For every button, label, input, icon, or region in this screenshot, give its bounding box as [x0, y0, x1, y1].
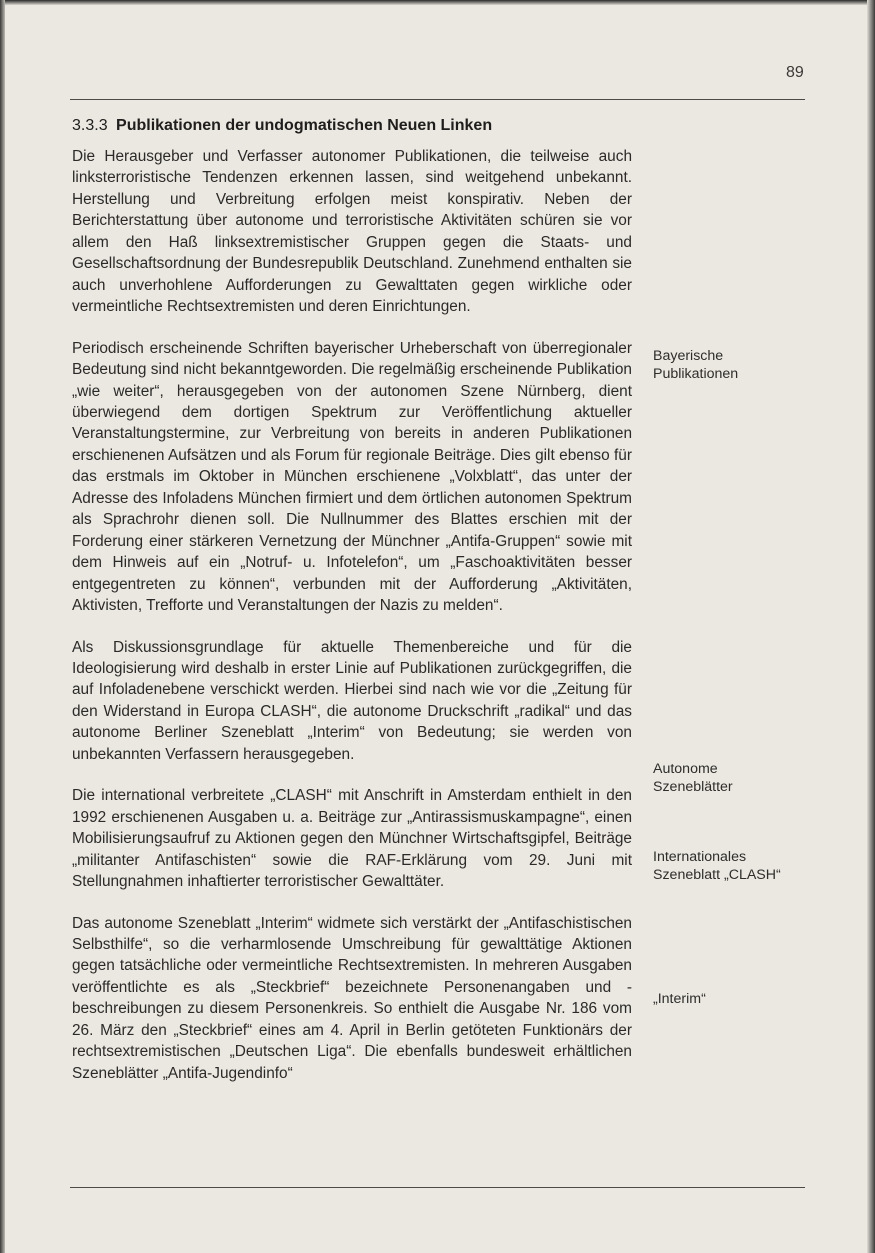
paragraph-3: Als Diskussionsgrundlage für aktuelle Themenbereiche und für die Ideologisierung wird deshalb in erster Linie auf Publikationen zurückgegriffen, die auf Infoladenebene verschickt werden. Hierbei sind nach wie vor die „Zeitung für den Widerstand in Europa CLASH“, die autonome Druckschrift „radikal“ und das autonome Berliner Szeneblatt „Interim“ von Bedeutung; sie werden von unbekannten Verfassern herausgegeben. — [72, 638, 632, 763]
page-right-edge — [867, 0, 875, 1253]
main-text-column — [72, 146, 632, 1084]
section-title: Publikationen der undogmatischen Neuen Linken — [116, 117, 493, 134]
header-rule — [70, 99, 805, 100]
paragraph-2: Periodisch erscheinende Schriften bayerischer Urheberschaft von überregionaler Bedeutung sind nicht bekanntgeworden. Die regelmäßig erscheinende Publikation „wie weiter“, herausgegeben von der autonomen Szene Nürnberg, dient überwiegend dem dortigen Spektrum zur Veröffentlichung aktueller Veranstaltungstermine, zur Verbreitung von bereits in anderen Publikationen erschienenen Aufsätzen und als Forum für regionale Beiträge. Dies gilt ebenso für das erstmals im Oktober in München erschienene „Volxblatt“, das unter der Adresse des Infoladens München firmiert und dem örtlichen autonomen Spektrum als Sprachrohr dienen soll. Die Nullnummer des Blattes erschien mit der Forderung einer stärkeren Vernetzung der Münchner „Antifa-Gruppen“ sowie mit dem Hinweis auf ein „Notruf- u. Infotelefon“, um „Faschoaktivitäten besser entgegentreten zu können“, verbunden mit der Aufforderung „Aktivitäten, Aktivisten, Trefforte und Veranstaltungen der Nazis zu melden“. — [72, 339, 632, 615]
page-top-edge — [0, 0, 875, 5]
book-spine-shadow — [0, 0, 5, 1253]
section-number: 3.3.3 — [72, 117, 108, 134]
paragraph-1: Die Herausgeber und Verfasser autonomer Publikationen, die teilweise auch linksterroristische Tendenzen erkennen lassen, sind weitgehend unbekannt. Herstellung und Verbreitung erfolgen meist konspirativ. Neben der Berichterstattung über autonome und terroristische Aktivitäten schüren sie vor allem den Haß linksextremistischer Gruppen gegen die Staats- und Gesellschaftsordnung der Bundesrepublik Deutschland. Zunehmend enthalten sie auch unverhohlene Aufforderungen zu Gewalttaten gegen wirkliche oder vermeintliche Rechtsextremisten und deren Einrichtungen. — [72, 148, 632, 316]
paragraph-4: Die international verbreitete „CLASH“ mit Anschrift in Amsterdam enthielt in den 1992 erschienenen Ausgaben u. a. Beiträge zur „Antirassismuskampagne“, einen Mobilisierungsaufruf zu Aktionen gegen den Münchner Wirtschaftsgipfel, Beiträge „militanter Antifaschisten“ sowie die RAF-Erklärung vom 29. Juni mit Stellungnahmen inhaftierter terroristischer Gewalttäter. — [72, 787, 632, 891]
margin-note-bayerische-publikationen: Bayerische Publikationen — [653, 348, 739, 382]
footer-rule — [70, 1187, 805, 1188]
margin-note-autonome-szeneblaetter: Autonome Szeneblätter — [653, 761, 733, 795]
page-number: 89 — [786, 64, 804, 81]
paragraph-5: Das autonome Szeneblatt „Interim“ widmete sich verstärkt der „Antifaschistischen Selbsthilfe“, so die verharmlosende Umschreibung für gewalttätige Aktionen gegen tatsächliche oder vermeintliche Rechtsextremisten. In mehreren Ausgaben veröffentlichte es als „Steckbrief“ bezeichnete Personenangaben und -beschreibungen zu diesem Personenkreis. So enthielt die Ausgabe Nr. 186 vom 26. März den „Steckbrief“ eines am 4. April in Berlin getöteten Funktionärs der rechtsextremistischen „Deutschen Liga“. Die ebenfalls bundesweit erhältlichen Szeneblätter „Antifa-Jugendinfo“ — [72, 914, 632, 1082]
margin-note-clash: Internationales Szeneblatt „CLASH“ — [653, 849, 781, 883]
margin-note-interim: „Interim“ — [653, 991, 706, 1007]
section-heading — [72, 116, 492, 136]
